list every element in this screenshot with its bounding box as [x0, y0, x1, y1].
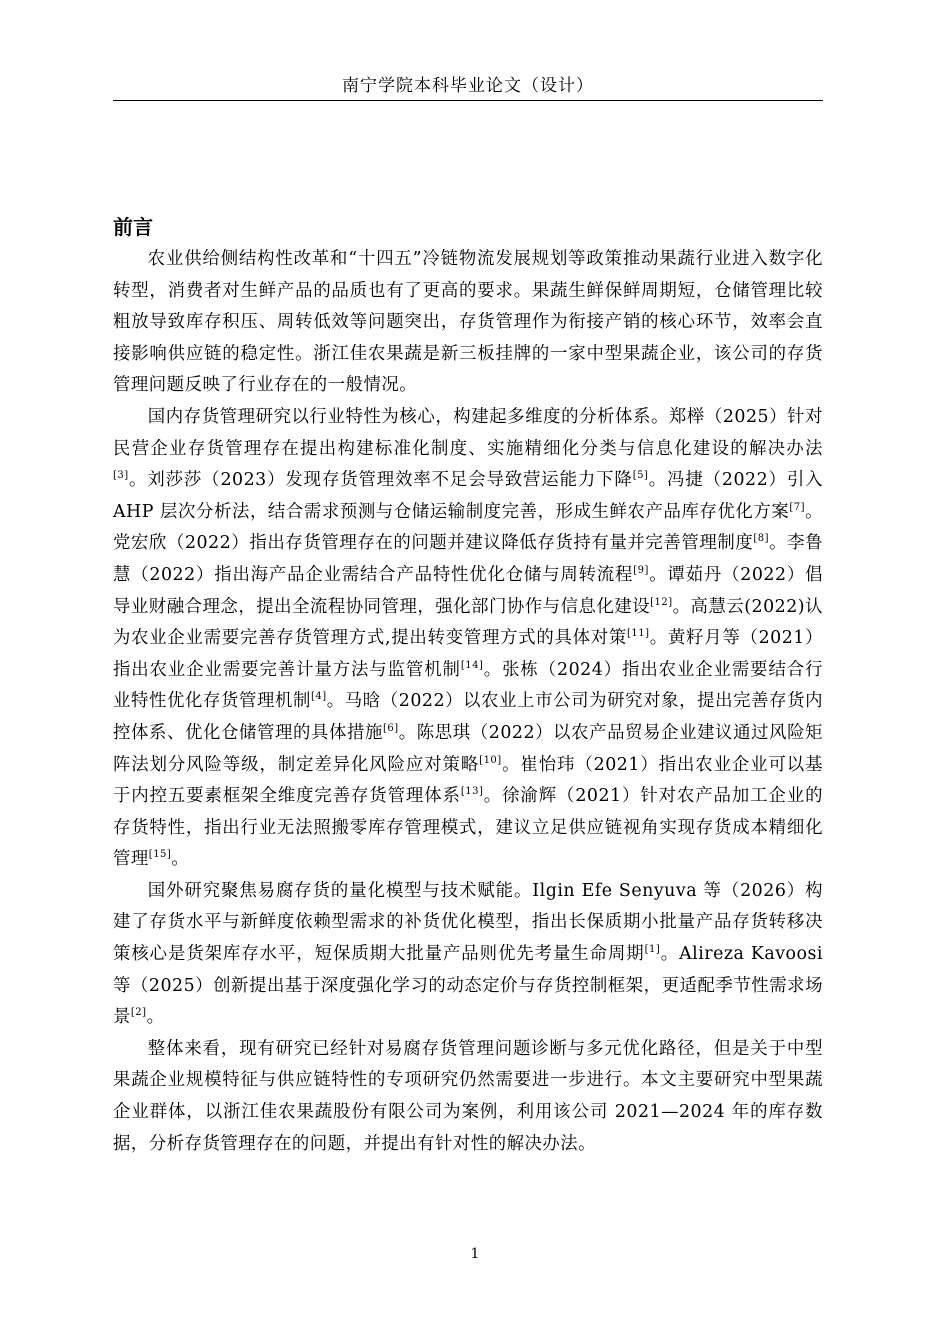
citation-ref: [14] [460, 659, 484, 671]
text-run: 。张栋（2024）指出农业企业需要结合行业特性优化存货管理机制 [113, 659, 823, 712]
text-run: 农业供给侧结构性改革和“十四五”冷链物流发展规划等政策推动果蔬行业进入数字化转型，消费者对生鲜产品的品质也有了更高的要求。果蔬生鲜保鲜周期短，仓储管理比较粗放导致库存积压、周转低效等问题突出，存货管理作为衔接产销的核心环节，效率会直接影响供应链的稳定性。浙江佳农果蔬是新三板挂牌的一家中型果蔬企业，该公司的存货管理问题反映了行业存在的一般情况。 [113, 249, 823, 396]
paragraph-4 [113, 1034, 823, 1160]
text-run: 。党宏欣（2022）指出存货管理存在的问题并建议降低存货持有量并完善管理制度 [113, 501, 823, 554]
citation-ref: [15] [148, 849, 172, 861]
text-run: 。刘莎莎（2023）发现存货管理效率不足会导致营运能力下降 [128, 470, 633, 491]
text-run: 。崔怡玮（2021）指出农业企业可以基于内控五要素框架全维度完善存货管理体系 [113, 754, 823, 807]
citation-ref: [12] [650, 596, 673, 608]
text-run: 。李鲁慧（2022）指出海产品企业需结合产品特性优化仓储与周转流程 [113, 533, 823, 585]
page-number: 1 [470, 1246, 480, 1262]
citation-ref: [6] [382, 723, 399, 735]
text-run: 。Alireza Kavoosi 等（2025）创新提出基于深度强化学习的动态定价与存货控制框架，更适配季节性需求场景 [113, 944, 823, 1028]
citation-ref: [3] [113, 470, 129, 482]
citation-ref: [9] [633, 565, 649, 577]
citation-ref: [8] [753, 533, 769, 545]
text-run: 。陈思琪（2022）以农产品贸易企业建议通过风险矩阵法划分风险等级，制定差异化风险应对策略 [113, 722, 823, 775]
text-run: 。 [146, 1007, 165, 1028]
text-run: 。黄籽月等（2021）指出农业企业需要完善计量方法与监管机制 [113, 628, 824, 680]
text-run: 国内存货管理研究以行业特性为核心，构建起多维度的分析体系。郑榉（2025）针对民营企业存货管理存在提出构建标准化制度、实施精细化分类与信息化建设的解决办法 [113, 406, 823, 459]
citation-ref: [11] [627, 628, 650, 640]
citation-ref: [10] [479, 754, 502, 766]
section-title: 前言 [113, 215, 153, 239]
page-header: 南宁学院本科毕业论文（设计） [342, 76, 594, 96]
text-run: 。 [171, 849, 190, 870]
citation-ref: [2] [130, 1007, 147, 1019]
citation-ref: [5] [632, 470, 649, 482]
citation-ref: [4] [310, 691, 327, 703]
paragraph-2 [113, 402, 823, 876]
citation-ref: [7] [789, 501, 805, 513]
text-run: 。谭茹丹（2022）倡导业财融合理念，提出全流程协同管理，强化部门协作与信息化建设 [113, 564, 823, 617]
text-run: 。冯捷（2022）引入 AHP 层次分析法，结合需求预测与仓储运输制度完善，形成生鲜农产品库存优化方案 [113, 470, 823, 522]
text-run: 整体来看，现有研究已经针对易腐存货管理问题诊断与多元优化路径，但是关于中型果蔬企业规模特征与供应链特性的专项研究仍然需要进一步进行。本文主要研究中型果蔬企业群体，以浙江佳农果蔬股份有限公司为案例，利用该公司 2021—2024 年的库存数据，分析存货管理存在的问题，并提出有针对性的解决办法。 [113, 1038, 823, 1154]
text-run: 国外研究聚焦易腐存货的量化模型与技术赋能。Ilgin Efe Senyuva 等（2026）构建了存货水平与新鲜度依赖型需求的补货优化模型，指出长保质期小批量产品存货转移决策核心是货架库存水平，短保质期大批量产品则优先考量生命周期 [113, 880, 823, 965]
citation-ref: [13] [460, 786, 484, 798]
paragraph-3 [113, 876, 823, 1034]
text-run: 。徐渝辉（2021）针对农产品加工企业的存货特性，指出行业无法照搬零库存管理模式，建议立足供应链视角实现存货成本精细化管理 [113, 786, 823, 870]
text-run: 。马晗（2022）以农业上市公司为研究对象，提出完善存货内控体系、优化仓储管理的具体措施 [113, 691, 823, 743]
header-divider [113, 100, 823, 101]
text-run: 。高慧云(2022)认为农业企业需要完善存货管理方式,提出转变管理方式的具体对策 [113, 596, 823, 649]
citation-ref: [1] [644, 944, 661, 956]
paragraph-1 [113, 244, 823, 402]
body-text [113, 244, 823, 1160]
